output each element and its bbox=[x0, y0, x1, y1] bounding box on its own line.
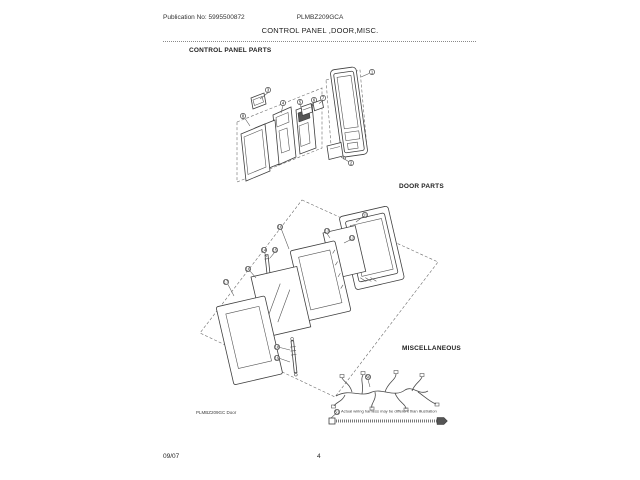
section-door-parts: DOOR PARTS bbox=[399, 183, 444, 190]
svg-text:11: 11 bbox=[362, 212, 368, 218]
svg-text:12: 12 bbox=[349, 235, 355, 241]
model-number: PLMBZ209GCA bbox=[296, 14, 344, 21]
svg-text:16: 16 bbox=[245, 266, 251, 272]
harness-note: Actual wiring harness may be different than illustration bbox=[341, 409, 437, 414]
svg-text:15: 15 bbox=[272, 247, 278, 253]
door-assembly-label: PLMBZ209GC Door bbox=[196, 410, 237, 415]
svg-text:13: 13 bbox=[324, 228, 330, 234]
svg-text:4: 4 bbox=[281, 100, 285, 106]
section-control-panel-parts: CONTROL PANEL PARTS bbox=[189, 47, 272, 54]
svg-text:50: 50 bbox=[365, 374, 371, 380]
callout-door-10 bbox=[277, 224, 289, 249]
svg-text:8: 8 bbox=[241, 113, 245, 119]
svg-text:19: 19 bbox=[274, 355, 280, 361]
callout-door-17 bbox=[223, 279, 234, 296]
wiring-harness-drawing bbox=[332, 371, 440, 412]
svg-text:6: 6 bbox=[312, 97, 316, 103]
footer-page-number: 4 bbox=[317, 453, 321, 460]
callout-door-14 bbox=[261, 247, 267, 257]
svg-text:14: 14 bbox=[261, 247, 267, 253]
small-plate-drawing bbox=[251, 93, 266, 109]
misc-diagram bbox=[329, 371, 448, 425]
svg-text:2: 2 bbox=[349, 160, 353, 166]
svg-text:10: 10 bbox=[277, 224, 283, 230]
svg-text:51: 51 bbox=[334, 409, 340, 415]
publication-number: Publication No: 5995500872 bbox=[163, 14, 245, 21]
callout-misc-51 bbox=[331, 409, 340, 418]
callout-cp-2 bbox=[341, 157, 354, 166]
callout-door-15 bbox=[270, 247, 278, 258]
svg-text:7: 7 bbox=[321, 95, 325, 101]
door-latch-rod-drawing bbox=[289, 337, 299, 376]
svg-text:3: 3 bbox=[266, 87, 270, 93]
section-miscellaneous: MISCELLANEOUS bbox=[402, 345, 461, 352]
front-panel-drawing bbox=[241, 124, 270, 181]
svg-text:17: 17 bbox=[223, 279, 229, 285]
page-title: CONTROL PANEL ,DOOR,MISC. bbox=[261, 26, 379, 35]
callout-cp-8 bbox=[240, 113, 250, 126]
svg-text:5: 5 bbox=[298, 99, 302, 105]
svg-text:18: 18 bbox=[274, 344, 280, 350]
callout-cp-1 bbox=[361, 69, 375, 77]
svg-text:1: 1 bbox=[370, 69, 374, 75]
control-panel-diagram bbox=[237, 67, 375, 182]
door-diagram bbox=[200, 200, 438, 397]
footer-date: 09/07 bbox=[163, 453, 180, 460]
power-cord-drawing bbox=[329, 418, 448, 425]
callout-misc-50 bbox=[365, 374, 371, 387]
callout-door-18 bbox=[274, 344, 290, 350]
